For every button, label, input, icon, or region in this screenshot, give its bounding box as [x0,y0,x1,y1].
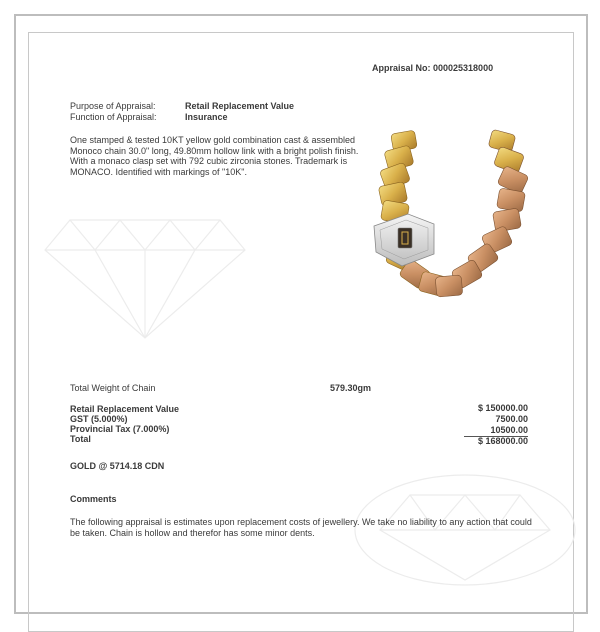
comments-text: The following appraisal is estimates upon replacement costs of jewellery. We take no liability to any action that could be taken. Chain is hollow and therefor has some minor dents. [70,517,532,538]
total-label: Total [70,434,91,444]
function-label: Function of Appraisal: [70,112,157,122]
purpose-value: Retail Replacement Value [185,101,295,111]
pst-value: 10500.00 [464,425,528,437]
gold-chain-image [372,128,532,306]
function-value: Insurance [185,112,228,122]
gst-value: 7500.00 [495,414,528,424]
total-value: $ 168000.00 [477,436,528,446]
retail-label: Retail Replacement Value [70,404,180,414]
weight-value: 579.30gm [330,383,372,393]
diamond-watermark-left-icon [40,200,250,340]
appraisal-number: Appraisal No: 000025318000 [372,63,494,73]
pst-label: Provincial Tax (7.000%) [70,424,170,434]
item-description: One stamped & tested 10KT yellow gold combination cast & assembled Monoco chain 30.0" long, 49.80mm hollow link with a bright polish finish. With a monaco clasp set with 792 cubic zirconia stones. Trademark is MONACO. Identified with markings of "10K". [70,135,359,177]
comments-heading: Comments [70,494,117,504]
gst-label: GST (5.000%) [70,414,128,424]
retail-value: $ 150000.00 [477,403,528,413]
purpose-label: Purpose of Appraisal: [70,101,156,111]
gold-rate: GOLD @ 5714.18 CDN [70,461,165,471]
weight-label: Total Weight of Chain [70,383,156,393]
